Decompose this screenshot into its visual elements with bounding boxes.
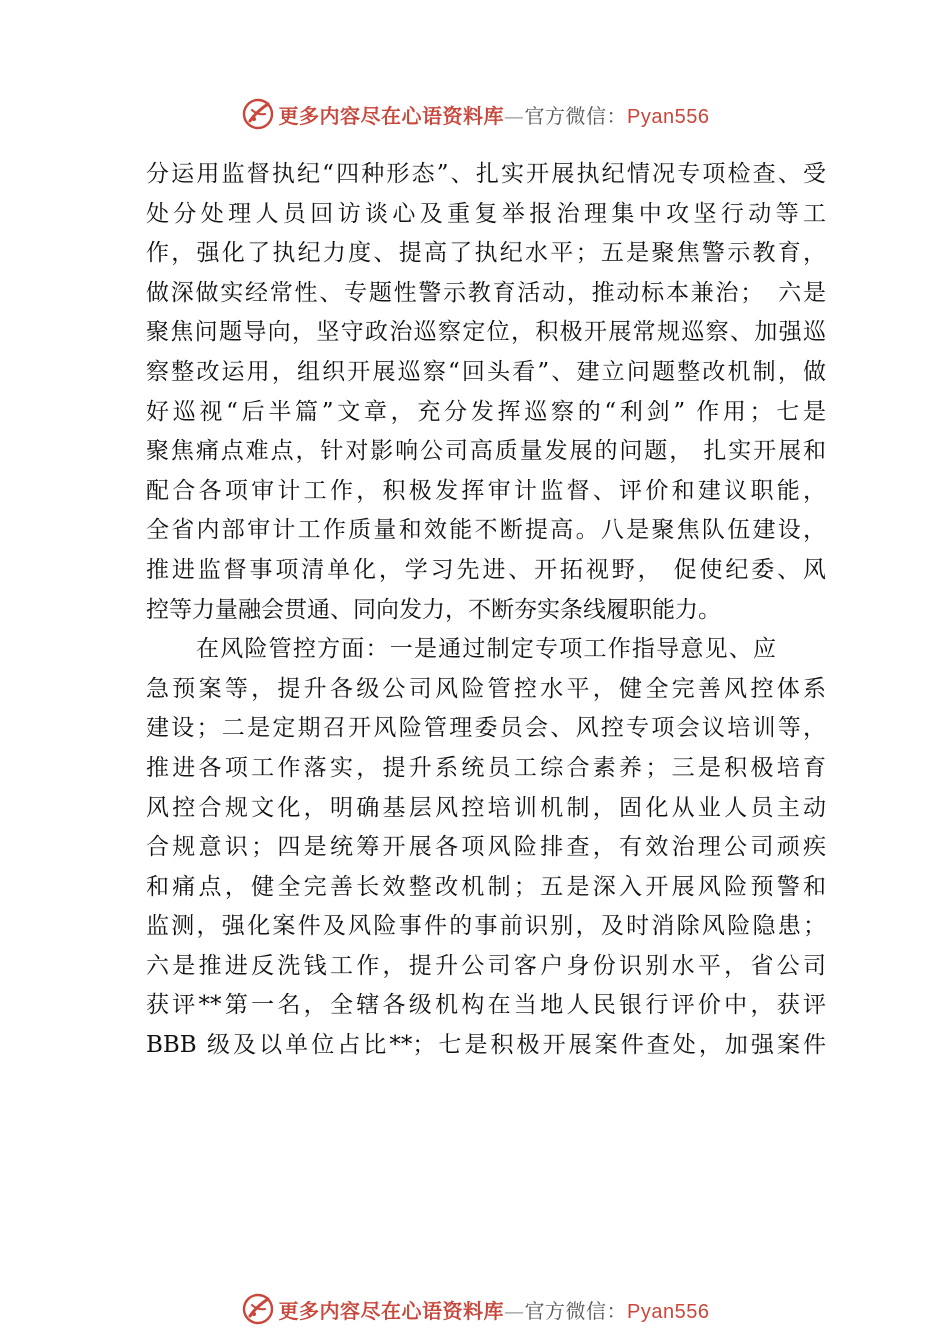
text-line: 配合各项审计工作，积极发挥审计监督、评价和建议职能， [146, 477, 826, 504]
text-line: 全省内部审计工作质量和效能不断提高。八是聚焦队伍建设， [146, 517, 826, 544]
banner-main-text: 更多内容尽在心语资料库 [278, 1298, 505, 1323]
text-line: 察整改运用，组织开展巡察“回头看”、建立问题整改机制，做 [146, 358, 826, 385]
banner-separator: — [504, 103, 525, 128]
text-line: 做深做实经常性、专题性警示教育活动，推动标本兼治； 六是 [146, 279, 826, 306]
text-line: 风控合规文化，明确基层风控培训机制，固化从业人员主动 [146, 794, 826, 821]
text-line: 和痛点，健全完善长效整改机制；五是深入开展风险预警和 [146, 873, 826, 900]
footer-watermark-banner [0, 1289, 950, 1329]
paragraph-start-line: 在风险管控方面：一是通过制定专项工作指导意见、应 [196, 636, 776, 663]
text-line: 处分处理人员回访谈心及重复举报治理集中攻坚行动等工 [146, 200, 826, 227]
banner-text [279, 100, 710, 129]
banner-separator: — [504, 1298, 525, 1323]
banner-text [279, 1295, 710, 1324]
text-line: BBB 级及以单位占比**；七是积极开展案件查处，加强案件 [146, 1032, 826, 1059]
text-line: 聚焦问题导向，坚守政治巡察定位，积极开展常规巡察、加强巡 [146, 319, 826, 346]
text-line: 合规意识；四是统筹开展各项风险排查，有效治理公司顽疾 [146, 834, 826, 861]
banner-wechat-id: Pyan556 [627, 1300, 710, 1323]
text-line: 好巡视“后半篇”文章，充分发挥巡察的“利剑” 作用；七是 [146, 398, 826, 425]
text-line: 监测，强化案件及风险事件的事前识别，及时消除风险隐患； [146, 913, 826, 940]
text-line: 建设；二是定期召开风险管理委员会、风控专项会议培训等， [146, 715, 826, 742]
text-line: 聚焦痛点难点，针对影响公司高质量发展的问题， 扎实开展和 [146, 438, 826, 465]
text-line: 急预案等，提升各级公司风险管控水平，健全完善风控体系 [146, 675, 826, 702]
text-line: 推进各项工作落实，提升系统员工综合素养；三是积极培育 [146, 754, 826, 781]
banner-wechat-id: Pyan556 [627, 105, 710, 128]
text-line: 六是推进反洗钱工作，提升公司客户身份识别水平，省公司 [146, 952, 826, 979]
document-body [146, 155, 826, 1066]
text-line: 控等力量融会贯通、同向发力，不断夯实条线履职能力。 [146, 596, 721, 623]
banner-wechat-label: 官方微信： [524, 1298, 628, 1323]
text-line: 分运用监督执纪“四种形态”、扎实开展执纪情况专项检查、受 [146, 161, 826, 187]
text-line: 推进监督事项清单化，学习先进、开拓视野， 促使纪委、风 [146, 556, 826, 583]
header-watermark-banner [0, 94, 950, 134]
brush-logo-icon [241, 97, 275, 131]
banner-main-text: 更多内容尽在心语资料库 [278, 103, 505, 128]
banner-wechat-label: 官方微信： [524, 103, 628, 128]
text-line: 作，强化了执纪力度、提高了执纪水平；五是聚焦警示教育， [146, 240, 826, 267]
brush-logo-icon [241, 1292, 275, 1326]
text-line: 获评**第一名，全辖各级机构在当地人民银行评价中，获评 [146, 992, 826, 1019]
